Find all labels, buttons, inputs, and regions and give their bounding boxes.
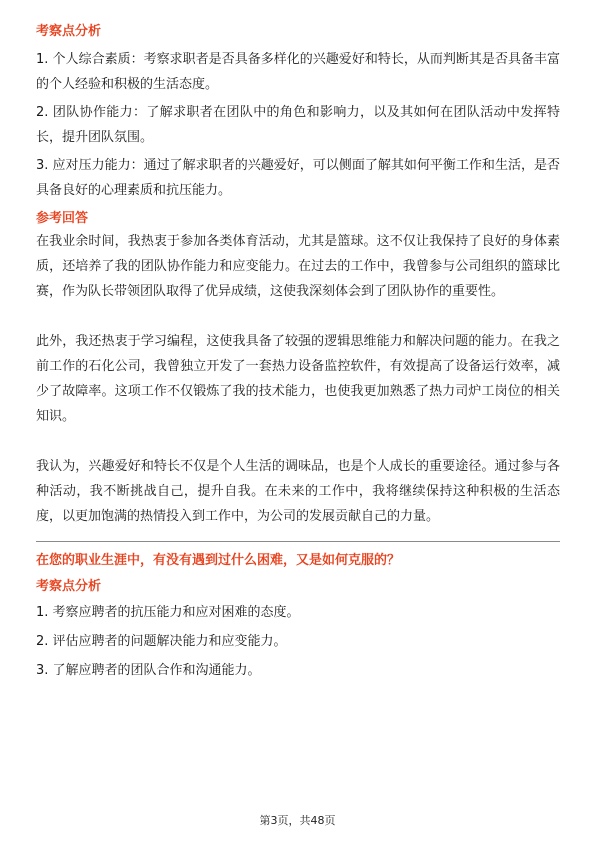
answer-paragraph: 此外，我还热衷于学习编程，这使我具备了较强的逻辑思维能力和解决问题的能力。在我之前工作的石化公司，我曾独立开发了一套热力设备监控软件，有效提高了设备运行效率，减少了故障率。这项工作不仅锻炼了我的技术能力，也使我更加熟悉了热力司炉工岗位的相关知识。 — [36, 334, 560, 424]
next-question-section — [36, 551, 560, 683]
page-number: 第3页，共48页 — [259, 814, 336, 827]
document-page — [36, 20, 560, 683]
question-title: 在您的职业生涯中，有没有遇到过什么困难，又是如何克服的？ — [36, 553, 401, 568]
answer-section — [36, 209, 560, 529]
section-divider — [36, 541, 560, 542]
answer-heading: 参考回答 — [36, 211, 89, 226]
analysis-heading: 考察点分析 — [36, 24, 102, 39]
analysis-heading: 考察点分析 — [36, 579, 102, 594]
analysis-item: 3. 了解应聘者的团队合作和沟通能力。 — [36, 663, 261, 678]
analysis-item: 1. 个人综合素质：考察求职者是否具备多样化的兴趣爱好和特长，从而判断其是否具备丰富的个人经验和积极的生活态度。 — [36, 52, 560, 92]
analysis-item: 3. 应对压力能力：通过了解求职者的兴趣爱好，可以侧面了解其如何平衡工作和生活，是否具备良好的心理素质和抗压能力。 — [36, 158, 560, 198]
answer-paragraph: 在我业余时间，我热衷于参加各类体育活动，尤其是篮球。这不仅让我保持了良好的身体素质，还培养了我的团队协作能力和应变能力。在过去的工作中，我曾参与公司组织的篮球比赛，作为队长带领团队取得了优异成绩，这使我深刻体会到了团队协作的重要性。 — [36, 234, 560, 299]
analysis-section — [36, 22, 560, 203]
analysis-item: 2. 评估应聘者的问题解决能力和应变能力。 — [36, 634, 287, 649]
answer-paragraph: 我认为，兴趣爱好和特长不仅是个人生活的调味品，也是个人成长的重要途径。通过参与各种活动，我不断挑战自己，提升自我。在未来的工作中，我将继续保持这种积极的生活态度，以更加饱满的热情投入到工作中，为公司的发展贡献自己的力量。 — [36, 459, 560, 524]
analysis-item: 1. 考察应聘者的抗压能力和应对困难的态度。 — [36, 605, 300, 620]
analysis-item: 2. 团队协作能力：了解求职者在团队中的角色和影响力，以及其如何在团队活动中发挥特长，提升团队氛围。 — [36, 105, 560, 145]
